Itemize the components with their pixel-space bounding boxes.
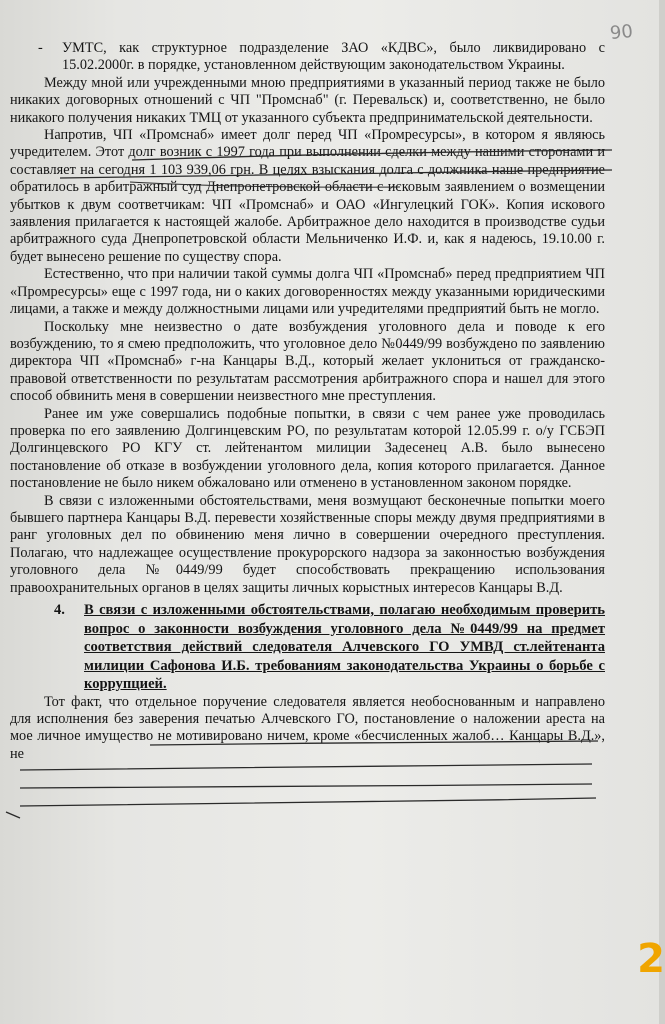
page-number-marker: 2: [637, 936, 665, 982]
item-number: 4.: [54, 602, 65, 618]
numbered-request-item: [10, 601, 605, 694]
pen-underline-6: [20, 784, 592, 788]
paragraph-naturally: Естественно, что при наличии такой суммы долга ЧП «Промснаб» перед предприятием ЧП «Промресурсы» еще с 1997 года, ни о каких договоренностях между указанными юридическими лицами, а также и между должностными лицами или учредителями предприятий быть не могло.: [10, 266, 605, 318]
document-body: [10, 40, 605, 763]
paragraph-case-origin: Поскольку мне неизвестно о дате возбуждения уголовного дела и поводе к его возбуждению, то я смею предположить, что уголовное дело №0449/99 возбуждено по заявлению директора ЧП «Промснаб» г-на Канцары В.Д., который желает уклониться от гражданско-правовой ответственности по результатам рассмотрения арбитражного спора и нашел для этого способ обвинить меня в совершении неизвестного мне преступления.: [10, 318, 605, 405]
pen-underline-5: [20, 764, 592, 770]
paragraph-previous-attempts: Ранее им уже совершались подобные попытки, в связи с чем ранее уже проводилась проверка по его заявлению Долгинцевским РО, по результатам которой 12.05.99 г. о/у ГСБЭП Долгинцевского РО КГУ ст. лейтенантом милиции Задесенец А.В. было вынесено постановление об отказе в возбуждении уголовного дела, копия которого прилагается. Данное постановление не было никем обжаловано или отменено в установленном законом порядке.: [10, 405, 605, 492]
paragraph-umts: - УМТС, как структурное подразделение ЗАО «КДВС», было ликвидировано с 15.02.2000г. в порядке, установленном действующим законодательством Украины.: [38, 40, 605, 74]
paragraph-conclusion: В связи с изложенными обстоятельствами, меня возмущают бесконечные попытки моего бывшего партнера Канцары В.Д. перевести хозяйственные споры между двумя предприятиями в ранг уголовных дел по обвинению меня лично в совершении очередного преступления. Полагаю, что надлежащее осуществление прокурорского надзора за законностью возбуждения уголовного дела №0449/99 будет способствовать прекращению использования правоохранительных органов в целях защиты личных корыстных интересов Канцары В.Д.: [10, 492, 605, 596]
paragraph-no-relations: Между мной или учрежденными мною предприятиями в указанный период также не было никаких договорных отношений с ЧП "Промснаб" (г. Перевальск) и, соответственно, не было никакого получения никаких ТМЦ от указанного субъекта предпринимательской деятельности.: [10, 74, 605, 126]
pen-margin-tick: [6, 812, 20, 818]
item-text: В связи с изложенными обстоятельствами, полагаю необходимым проверить вопрос о законности возбуждения уголовного дела №0449/99 на предмет соответствия действий следователя Алчевского ГО УМВД ст.лейтенанта милиции Сафонова И.Б. требованиям законодательства Украины о борьбе с коррупцией.: [84, 602, 605, 692]
handwritten-page-mark: 90: [609, 20, 635, 45]
paragraph-final: Тот факт, что отдельное поручение следователя является необоснованным и направлено для исполнения без заверения печатью Алчевского ГО, постановление о наложении ареста на мое личное имущество не мотивировано ничем, кроме «бесчисленных жалоб… Канцары В.Д.», не: [10, 693, 605, 762]
pen-underline-7: [20, 798, 596, 806]
paragraph-debt: Напротив, ЧП «Промснаб» имеет долг перед ЧП «Промресурсы», в котором я являюсь учредителем. Этот долг возник с 1997 года при выполнении сделки между нашими сторонами и составляет на сегодня 1 103 939,06 грн. В целях взыскания долга с должника наше предприятие обратилось в арбитражный суд Днепропетровской области с исковым заявлением о возмещении убытков к двум соответчикам: ЧП «Промснаб» и ОАО «Ингулецкий ГОК». Копия искового заявления прилагается к настоящей жалобе. Арбитражное дело находится в производстве судьи арбитражного суда Днепропетровской области Мельниченко И.Ф. и, как я надеюсь, 19.10.00 г. будет вынесено решение по существу спора.: [10, 127, 605, 265]
list-dash: -: [38, 40, 43, 56]
